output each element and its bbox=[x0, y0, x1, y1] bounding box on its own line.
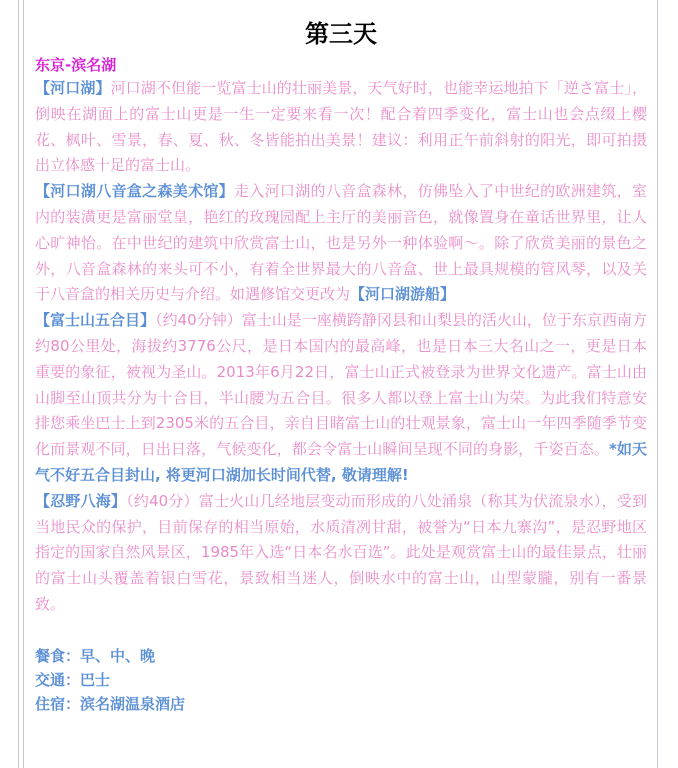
section-text: 富士山是一座横跨静冈县和山梨县的活火山，位于东京西南方约80公里处，海拔约3776公尺，是日本国内的最高峰，也是日本三大名山之一，更是日本重要的象征，被视为圣山。2013年6月22日，富士山正式被登录为世界文化遗产。富士山由山脚至山顶共分为十合目，半山腰为五合目。很多人都以登上富士山为荣。为此我们特意安排您乘坐巴士上到2305米的五合目，亲自目睹富士山的壮观景象，富士山一年四季随季节变化而景观不同，日出日落，气候变化，都会令富士山瞬间呈现不同的身影，千姿百态。 bbox=[35, 311, 647, 459]
section-tag: 【忍野八海】 bbox=[35, 491, 127, 510]
transport-info: 交通：巴士 bbox=[35, 670, 111, 689]
section-tag-alternative: 【河口湖游船】 bbox=[350, 285, 456, 304]
day-title: 第三天 bbox=[305, 20, 377, 48]
weather-note: *如天气不好五合目封山, 将更河口湖加长时间代替, 敬请理解! bbox=[35, 440, 647, 484]
section-duration: （约40分） bbox=[126, 491, 199, 510]
section-tag: 【河口湖】 bbox=[35, 79, 111, 97]
route-heading: 东京-滨名湖 bbox=[35, 56, 117, 74]
page-border-left-outer bbox=[18, 0, 19, 768]
hotel-info: 住宿：滨名湖温泉酒店 bbox=[35, 694, 186, 713]
section-tag: 【河口湖八音盒之森美术馆】 bbox=[35, 182, 234, 201]
section-duration: （约40分钟） bbox=[155, 311, 242, 330]
meals-info: 餐食：早、中、晚 bbox=[35, 646, 156, 665]
page-border-left-inner bbox=[23, 0, 24, 768]
section-fuji-fifth-station bbox=[35, 308, 647, 489]
section-tag: 【富士山五合目】 bbox=[35, 311, 156, 330]
itinerary-content bbox=[35, 0, 647, 716]
section-text: 富士火山几经地层变动而形成的八处涌泉（称其为伏流泉水），受到当地民众的保护，目前保存的相当原始，水质清冽甘甜，被誉为“日本九寨沟”，是忍野地区指定的国家自然风景区，1985年入选“日本名水百选”。此处是观赏富士山的最佳景点，壮丽的富士山头覆盖着银白雪花，景致相当迷人，倒映水中的富士山，山型蒙朧，别有一番景致。 bbox=[35, 491, 647, 613]
section-text: 走入河口湖的八音盒森林，仿佛坠入了中世纪的欧洲建筑，室内的装潢更是富丽堂皇，艳红的玫瑰园配上主厅的美丽音色，就像置身在童话世界里，让人心旷神怡。在中世纪的建筑中欣赏富士山，也是另外一种体验啊～。除了欣赏美丽的景色之外，八音盒森林的来头可不小，有着全世界最大的八音盒、世上最具规模的管风琴，以及关于八音盒的相关历史与介绍。如遇修馆交更改为 bbox=[35, 182, 647, 304]
section-music-box-museum bbox=[35, 179, 647, 308]
page-border-right bbox=[657, 0, 658, 768]
section-text: 河口湖不但能一览富士山的壮丽美景，天气好时，也能幸运地拍下「逆さ富士」，倒映在湖面上的富士山更是一生一定要来看一次！配合着四季变化，富士山也会点缀上樱花、枫叶、雪景，春、夏、秋、冬皆能拍出美景！建议：利用正午前斜射的阳光，即可拍摄出立体感十足的富士山。 bbox=[35, 79, 647, 175]
section-kawaguchiko bbox=[35, 76, 647, 179]
section-oshino-hakkai bbox=[35, 489, 647, 618]
spacer bbox=[35, 618, 647, 644]
